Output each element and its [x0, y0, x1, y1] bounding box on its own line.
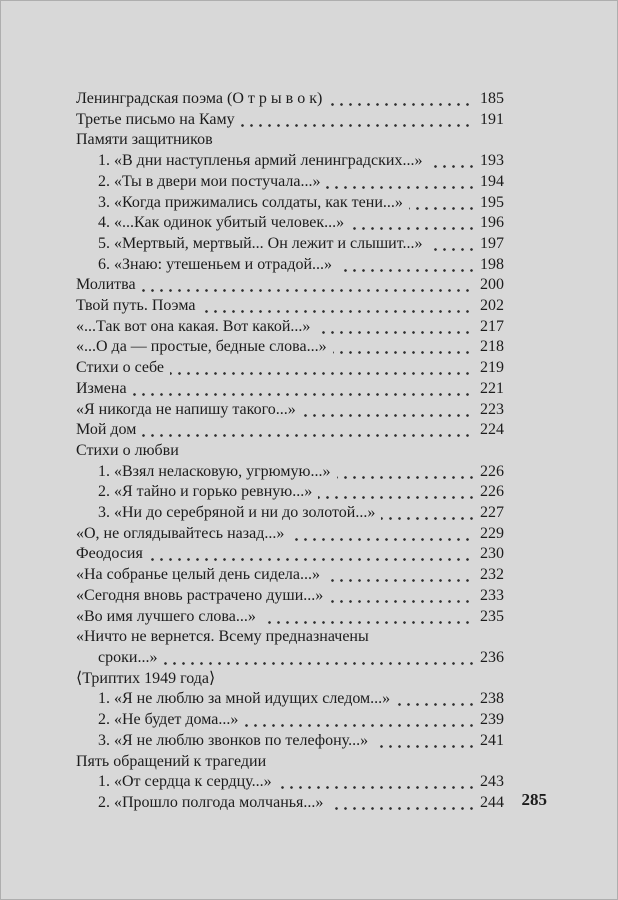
toc-entry — [76, 752, 504, 773]
toc-entry-title: «...О да — простые, бедные слова...» — [76, 338, 333, 355]
toc-entry-page: 185 — [473, 89, 504, 110]
toc-entry-title: 6. «Знаю: утешеньем и отрадой...» — [98, 256, 338, 273]
toc-entry-title: Мой дом — [76, 421, 142, 438]
toc-entry-title: Третье письмо на Каму — [76, 111, 241, 128]
toc-entry-title: сроки...» — [98, 649, 163, 666]
toc-entry-title: «На собранье целый день сидела...» — [76, 566, 326, 583]
toc-entry — [98, 151, 504, 172]
toc-entry — [76, 130, 504, 151]
toc-entry — [98, 482, 504, 503]
toc-entry-page: 229 — [473, 524, 504, 545]
toc-entry-title: 2. «Не будет дома...» — [98, 711, 244, 728]
toc-entry-page: 227 — [473, 503, 504, 524]
toc-entry-title: Измена — [76, 380, 133, 397]
toc-entry-page: 196 — [473, 213, 504, 234]
toc-entry-title: 2. «Прошло полгода молчанья...» — [98, 794, 329, 811]
toc-entry-page: 200 — [473, 275, 504, 296]
toc-entry-title: «О, не оглядывайтесь назад...» — [76, 525, 290, 542]
toc-entry — [76, 669, 504, 690]
toc-entry — [98, 772, 504, 793]
toc-entry-page: 230 — [473, 544, 504, 565]
toc-entry-page: 235 — [473, 607, 504, 628]
toc-entry-page: 197 — [473, 234, 504, 255]
toc-entry — [98, 503, 504, 524]
toc-entry-title: Феодосия — [76, 545, 149, 562]
toc-entry-page: 236 — [473, 648, 504, 669]
toc-entry-page: 233 — [473, 586, 504, 607]
toc-entry-page: 194 — [473, 172, 504, 193]
toc-entry — [76, 379, 504, 400]
toc-entry — [98, 255, 504, 276]
toc-entry — [76, 441, 504, 462]
toc-entry-page: 243 — [473, 772, 504, 793]
toc-entry-page: 238 — [473, 689, 504, 710]
toc-entry-title: 1. «Я не люблю за мной идущих следом...» — [98, 690, 396, 707]
toc-entry-page: 239 — [473, 710, 504, 731]
toc-entry-title: Ленинградская поэма (О т р ы в о к) — [76, 90, 328, 107]
toc-entry — [98, 710, 504, 731]
toc-entry-title: Памяти защитников — [76, 131, 219, 148]
toc-entry — [98, 462, 504, 483]
toc-entry — [76, 400, 504, 421]
toc-entry — [76, 544, 504, 565]
toc-entry-title: Стихи о себе — [76, 359, 170, 376]
toc-entry — [76, 89, 504, 110]
toc-entry — [98, 648, 504, 669]
toc-entry — [76, 586, 504, 607]
toc-entry — [76, 565, 504, 586]
toc-entry-page: 198 — [473, 255, 504, 276]
page-number: 285 — [521, 790, 547, 809]
toc-entry — [76, 627, 504, 648]
toc-entry-page: 195 — [473, 193, 504, 214]
toc-entry — [76, 420, 504, 441]
toc-entry-page: 232 — [473, 565, 504, 586]
toc-entry — [98, 731, 504, 752]
toc-entry-page: 191 — [473, 110, 504, 131]
toc-entry — [98, 213, 504, 234]
toc-entry-title: «...Так вот она какая. Вот какой...» — [76, 318, 316, 335]
toc-entry-page: 241 — [473, 731, 504, 752]
toc-entry-title: 1. «В дни наступленья армий ленинградских...» — [98, 152, 428, 169]
toc-entry-title: Стихи о любви — [76, 442, 185, 459]
toc-entry — [76, 337, 504, 358]
toc-entry-page: 224 — [473, 420, 504, 441]
toc-entry-page: 221 — [473, 379, 504, 400]
toc-entry-page: 223 — [473, 400, 504, 421]
toc-entry-page: 219 — [473, 358, 504, 379]
toc-entry-title: «Я никогда не напишу такого...» — [76, 401, 302, 418]
toc-entry-page: 244 — [473, 793, 504, 814]
toc-entry-title: «Во имя лучшего слова...» — [76, 608, 262, 625]
toc-entry-page: 193 — [473, 151, 504, 172]
toc-entry-title: 3. «Ни до серебряной и ни до золотой...» — [98, 504, 381, 521]
toc-entry — [76, 110, 504, 131]
toc-entry-title: 3. «Я не люблю звонков по телефону...» — [98, 732, 374, 749]
toc-entry — [98, 793, 504, 814]
toc-entry — [76, 358, 504, 379]
toc-entry — [98, 172, 504, 193]
toc-entry-title: 3. «Когда прижимались солдаты, как тени...» — [98, 194, 409, 211]
toc-entry-title: 5. «Мертвый, мертвый... Он лежит и слышит...» — [98, 235, 429, 252]
toc-entry — [98, 193, 504, 214]
toc-entry-page: 226 — [473, 462, 504, 483]
toc-list — [76, 89, 504, 814]
toc-entry — [76, 524, 504, 545]
toc-entry-title: Пять обращений к трагедии — [76, 753, 272, 770]
toc-entry-page: 217 — [473, 317, 504, 338]
toc-entry-page: 218 — [473, 337, 504, 358]
toc-entry-title: 2. «Ты в двери мои постучала...» — [98, 173, 326, 190]
toc-entry-title: 1. «От сердца к сердцу...» — [98, 773, 278, 790]
toc-entry-title: Твой путь. Поэма — [76, 297, 201, 314]
toc-entry-title: 1. «Взял неласковую, угрюмую...» — [98, 463, 337, 480]
toc-entry — [76, 607, 504, 628]
toc-entry-title: ⟨Триптих 1949 года⟩ — [76, 670, 221, 687]
toc-entry — [76, 296, 504, 317]
toc-entry-title: 4. «...Как одинок убитый человек...» — [98, 214, 350, 231]
toc-entry-title: «Сегодня вновь растрачено души...» — [76, 587, 329, 604]
toc-entry — [76, 275, 504, 296]
toc-entry-page: 226 — [473, 482, 504, 503]
toc-entry — [98, 234, 504, 255]
toc-entry-title: «Ничто не вернется. Всему предназначены — [76, 628, 375, 645]
toc-entry-title: Молитва — [76, 276, 142, 293]
toc-entry — [98, 689, 504, 710]
toc-entry-title: 2. «Я тайно и горько ревную...» — [98, 483, 318, 500]
toc-entry — [76, 317, 504, 338]
toc-entry-page: 202 — [473, 296, 504, 317]
